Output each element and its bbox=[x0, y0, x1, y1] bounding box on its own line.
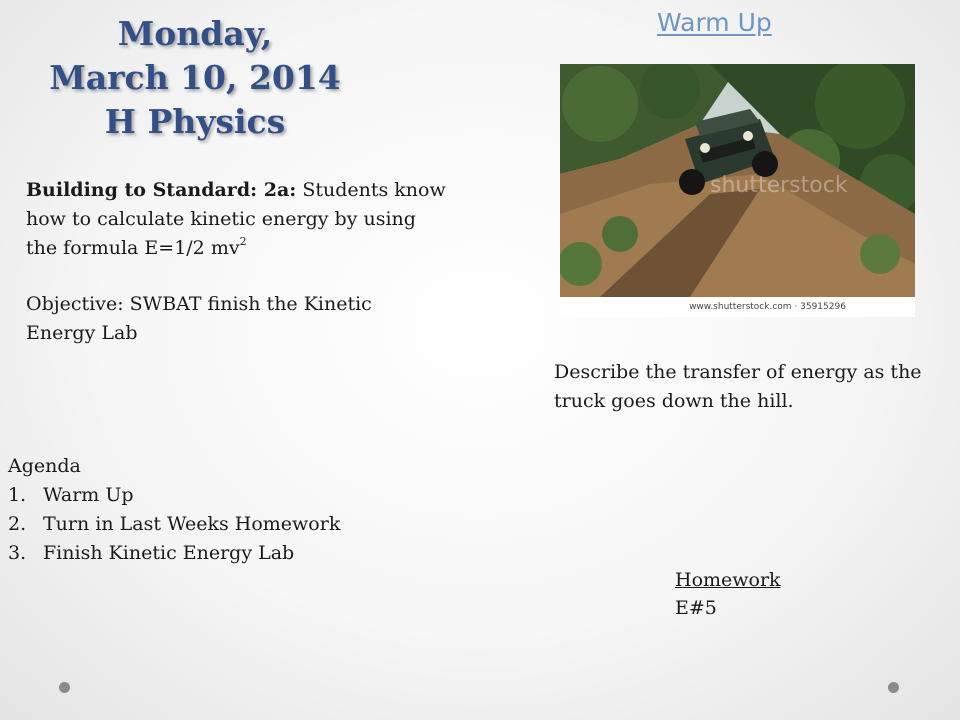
agenda-item-number: 2. bbox=[8, 513, 27, 535]
standard-text bbox=[26, 176, 446, 263]
standard-superscript: 2 bbox=[239, 235, 247, 248]
warmup-prompt: Describe the transfer of energy as the truck goes down the hill. bbox=[554, 361, 922, 412]
homework bbox=[675, 566, 781, 622]
page-title bbox=[40, 12, 350, 144]
agenda-item-number: 1. bbox=[8, 484, 27, 506]
truck-photo-image bbox=[560, 64, 915, 317]
image-url-caption: www.shutterstock.com · 35915296 bbox=[560, 297, 915, 317]
agenda-item-text: Turn in Last Weeks Homework bbox=[43, 513, 341, 535]
watermark-text: shutterstock bbox=[710, 173, 848, 198]
objective-text: Objective: SWBAT finish the Kinetic Energy Lab bbox=[26, 293, 372, 344]
agenda-item-text: Warm Up bbox=[43, 484, 134, 506]
slide-dot-right bbox=[888, 682, 899, 693]
homework-value: E#5 bbox=[675, 597, 717, 619]
title-course: H Physics bbox=[104, 102, 286, 141]
standard-body: Students know how to calculate kinetic energy by using the formula E=1/2 mv bbox=[26, 179, 446, 259]
slide-dot-left bbox=[59, 682, 70, 693]
agenda-item-text: Finish Kinetic Energy Lab bbox=[43, 542, 295, 564]
agenda-item bbox=[8, 539, 428, 568]
agenda-item bbox=[8, 510, 428, 539]
title-date-day: Monday, bbox=[117, 14, 273, 53]
homework-heading: Homework bbox=[675, 569, 781, 591]
title-date: March 10, 2014 bbox=[49, 58, 341, 97]
agenda bbox=[8, 452, 428, 568]
agenda-list bbox=[8, 481, 428, 568]
warmup-heading: Warm Up bbox=[657, 8, 772, 37]
standard-label: Building to Standard: 2a: bbox=[26, 179, 297, 201]
agenda-heading: Agenda bbox=[8, 455, 81, 477]
truck-photo bbox=[560, 64, 915, 317]
agenda-item-number: 3. bbox=[8, 542, 27, 564]
agenda-item bbox=[8, 481, 428, 510]
